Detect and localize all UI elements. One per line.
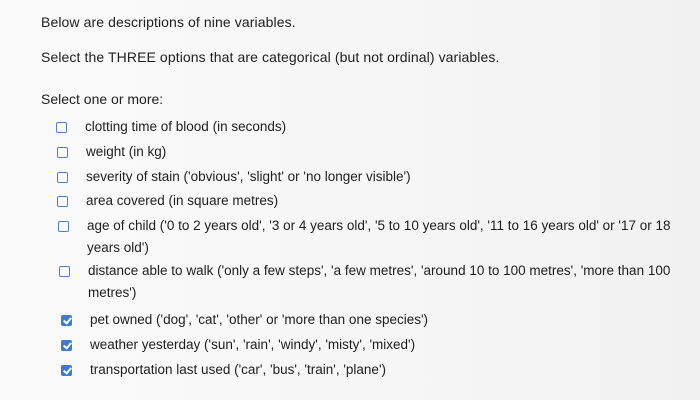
question-instruction: Select the THREE options that are categorical (but not ordinal) variables.	[41, 49, 500, 65]
option-label: transportation last used ('car', 'bus', 'train', 'plane')	[90, 362, 387, 377]
option-label: severity of stain ('obvious', 'slight' or 'no longer visible')	[86, 169, 411, 184]
checkbox-checked[interactable]	[61, 315, 72, 326]
checkbox[interactable]	[57, 196, 68, 207]
option-weight[interactable]	[57, 145, 166, 163]
option-label: weight (in kg)	[86, 144, 167, 159]
option-distance-able-to-walk[interactable]	[59, 264, 670, 304]
option-transportation-last-used[interactable]	[61, 363, 386, 381]
checkbox[interactable]	[58, 221, 69, 232]
option-label: age of child ('0 to 2 years old', '3 or 4 years old', '5 to 10 years old', '11 to 16 years old' or '17 or 18 years old')	[87, 218, 671, 255]
checkbox-checked[interactable]	[61, 340, 72, 351]
checkbox-checked[interactable]	[61, 365, 72, 376]
checkbox[interactable]	[57, 172, 68, 183]
checkbox[interactable]	[56, 122, 67, 133]
checkbox[interactable]	[59, 266, 70, 277]
option-label: area covered (in square metres)	[86, 193, 279, 208]
option-label: clotting time of blood (in seconds)	[85, 119, 287, 134]
option-severity-of-stain[interactable]	[57, 170, 411, 188]
select-hint: Select one or more:	[41, 91, 164, 107]
option-label: distance able to walk ('only a few steps', 'a few metres', 'around 10 to 100 metres', 'more than 100 metres')	[88, 263, 671, 300]
option-label: pet owned ('dog', 'cat', 'other' or 'more than one species')	[90, 312, 429, 327]
option-weather-yesterday[interactable]	[61, 338, 415, 356]
option-area-covered[interactable]	[57, 194, 278, 212]
option-pet-owned[interactable]	[61, 313, 428, 331]
option-label: weather yesterday ('sun', 'rain', 'windy', 'misty', 'mixed')	[90, 337, 416, 352]
question-intro: Below are descriptions of nine variables.	[41, 14, 296, 30]
option-clotting-time[interactable]	[56, 120, 286, 138]
checkbox[interactable]	[57, 147, 68, 158]
option-age-of-child[interactable]	[58, 219, 671, 259]
